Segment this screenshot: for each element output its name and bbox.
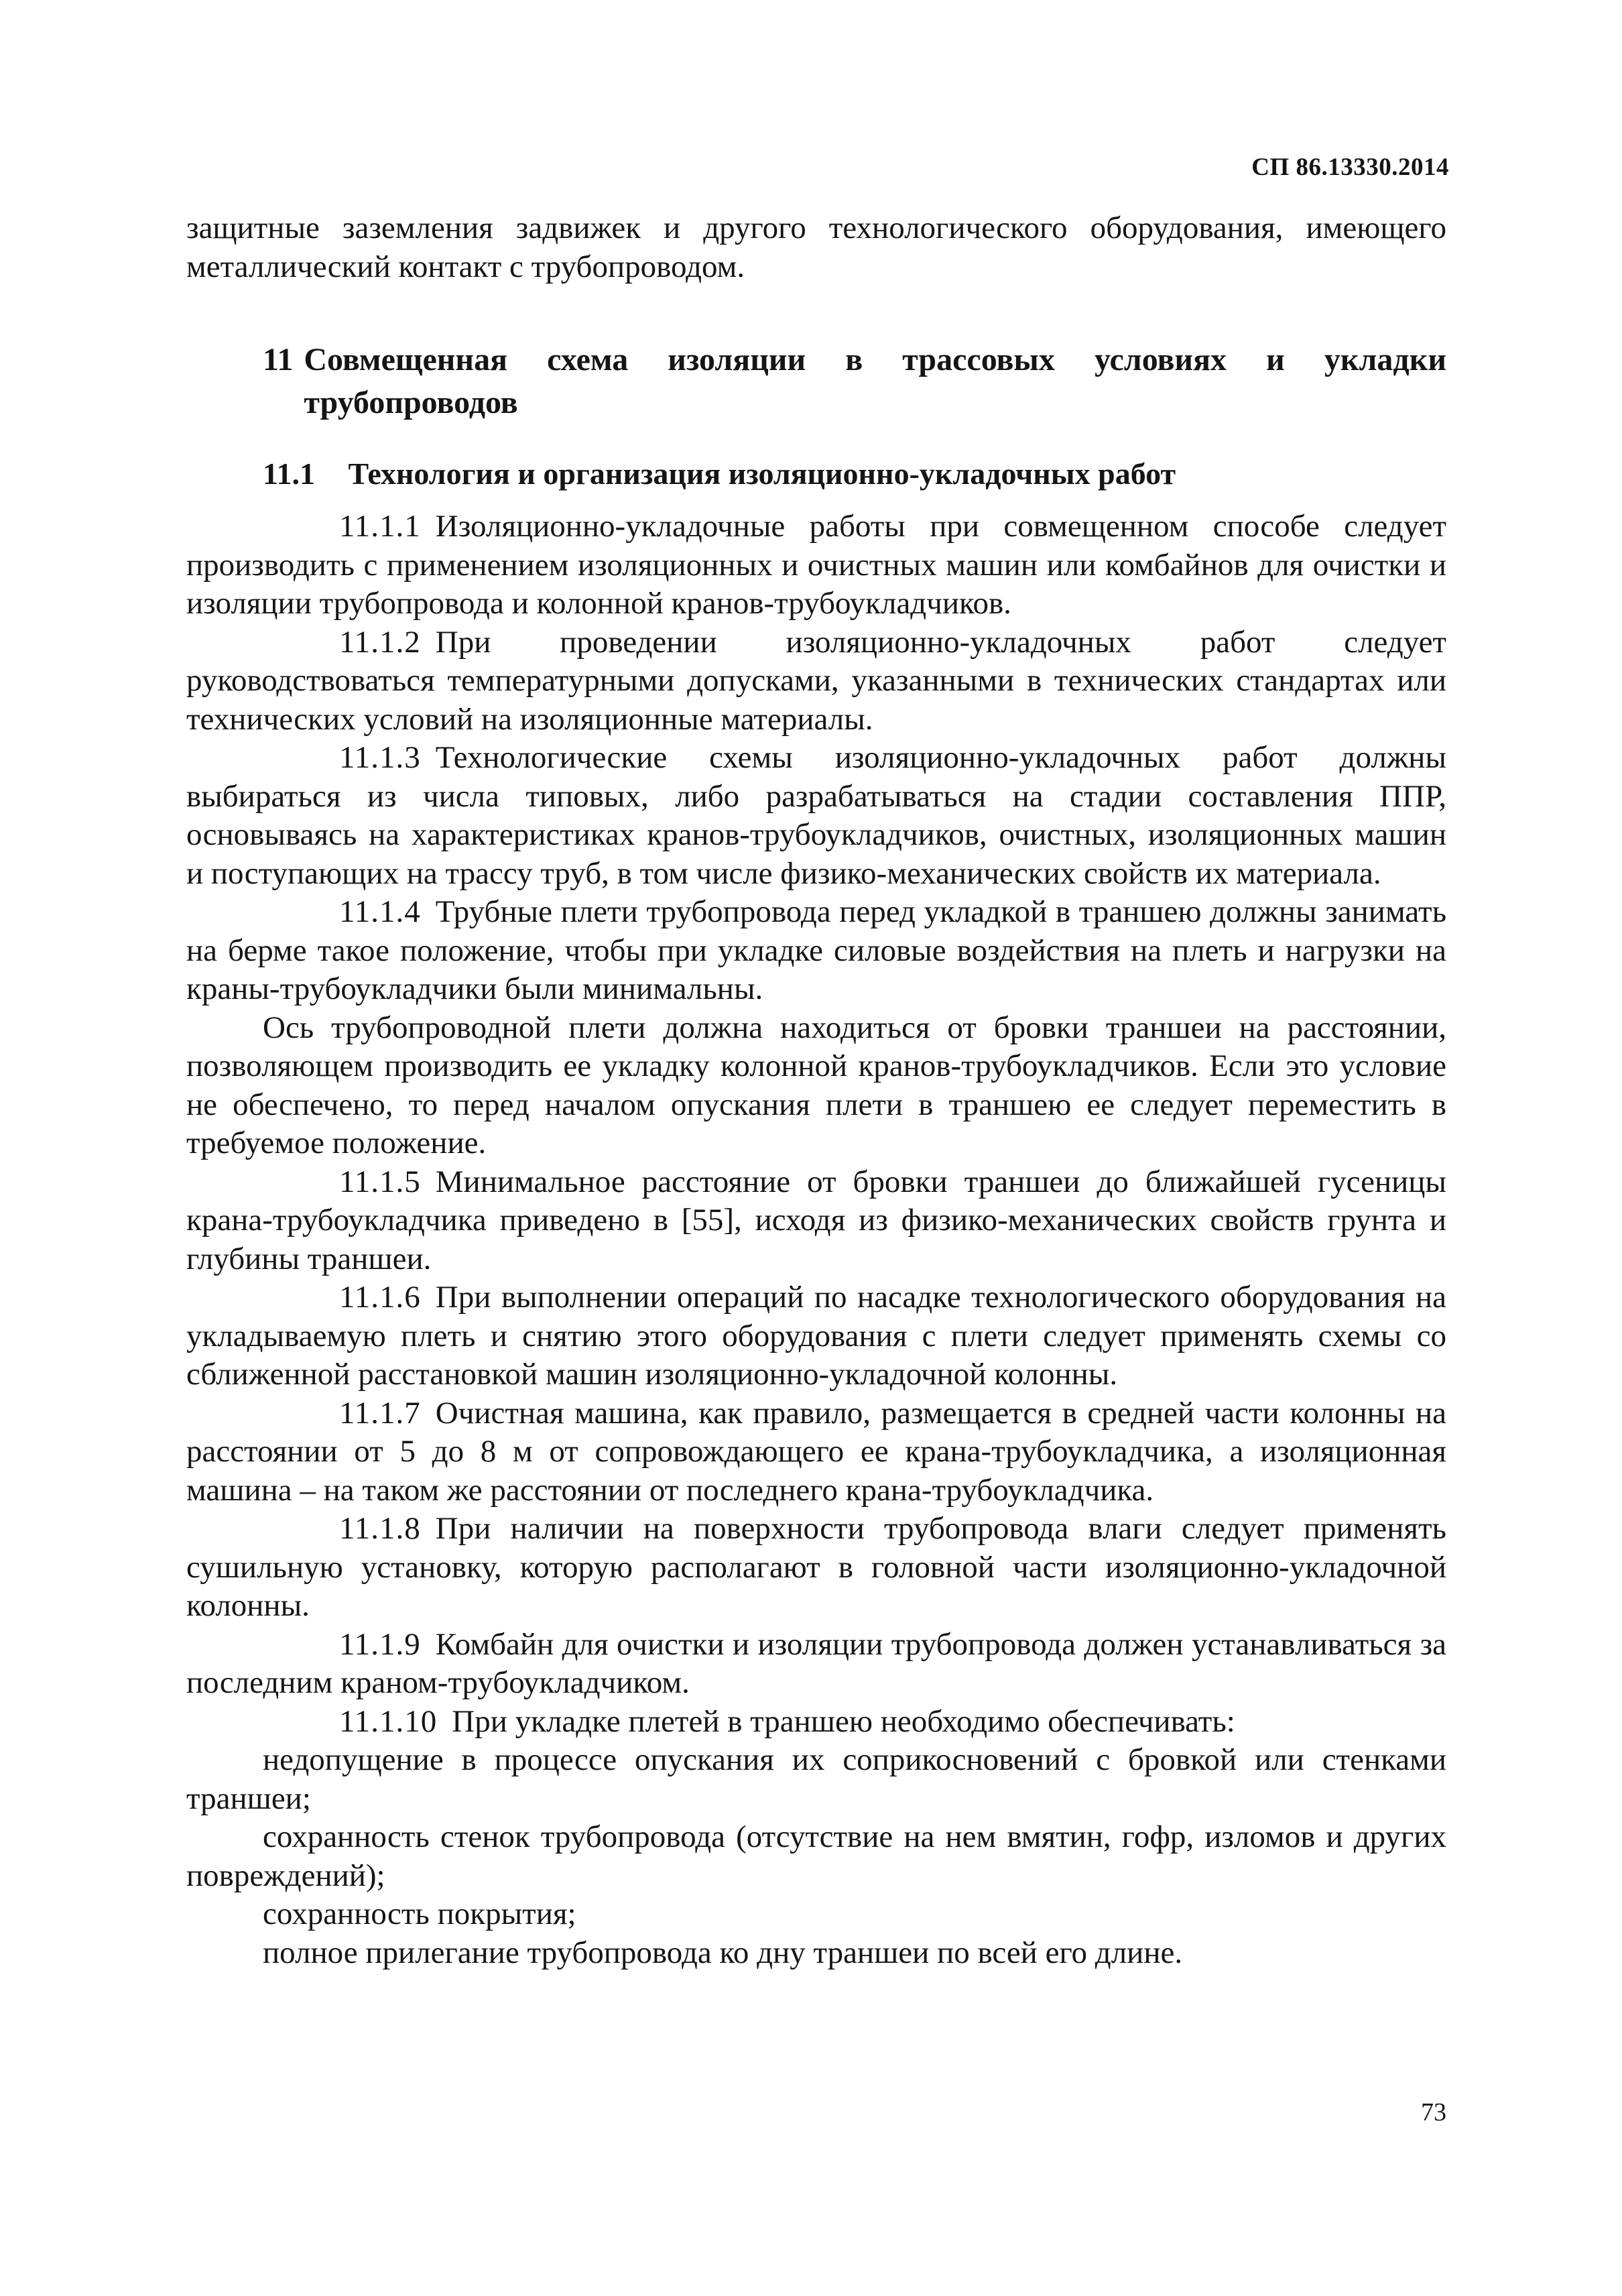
paragraph-text: При укладке плетей в траншею необходимо обеспечивать: bbox=[452, 1703, 1235, 1739]
paragraph-11-1-10 bbox=[186, 1703, 1446, 1742]
paragraph-text: Очистная машина, как правило, размещается в средней части колонны на расстоянии от 5 до 8 м от сопровождающего ее крана-трубоукладчика, а изоляционная машина – на таком же расстоянии от последнего крана-трубоукладчика. bbox=[186, 1395, 1446, 1508]
page-number: 73 bbox=[1421, 2098, 1446, 2126]
paragraph-number: 11.1.4 bbox=[339, 894, 421, 929]
paragraph-text: Комбайн для очистки и изоляции трубопровода должен устанавливаться за последним краном-трубоукладчиком. bbox=[186, 1626, 1446, 1700]
subsection-number: 11.1 bbox=[263, 457, 315, 491]
list-item-coating-integrity: сохранность покрытия; bbox=[263, 1896, 576, 1931]
section-title: Совмещенная схема изоляции в трассовых условиях и укладки трубопроводов bbox=[304, 342, 1446, 420]
paragraph-11-1-7 bbox=[186, 1394, 1446, 1510]
paragraph-11-1-8 bbox=[186, 1510, 1446, 1626]
paragraph-number: 11.1.9 bbox=[339, 1626, 421, 1662]
paragraph-axis-position: Ось трубопроводной плети должна находиться от бровки траншеи на расстоянии, позволяющем производить ее укладку колонной кранов-трубоукладчиков. Если это условие не обеспечено, то перед началом опускания плети в траншею ее следует переместить в требуемое положение. bbox=[186, 1010, 1446, 1160]
paragraph-number: 11.1.1 bbox=[339, 509, 421, 544]
paragraph-11-1-9 bbox=[186, 1626, 1446, 1703]
paragraph-number: 11.1.2 bbox=[339, 624, 421, 660]
paragraph-text: При наличии на поверхности трубопровода влаги следует применять сушильную установку, которую располагают в головной части изоляционно-укладочной колонны. bbox=[186, 1511, 1446, 1623]
paragraph-11-1-6 bbox=[186, 1278, 1446, 1394]
page-content bbox=[186, 209, 1446, 1972]
intro-paragraph: защитные заземления задвижек и другого технологического оборудования, имеющего металлический контакт с трубопроводом. bbox=[186, 210, 1446, 284]
list-item-no-contact: недопущение в процессе опускания их соприкосновений с бровкой или стенками траншеи; bbox=[186, 1742, 1446, 1816]
paragraph-text: Технологические схемы изоляционно-укладочных работ должны выбираться из числа типовых, либо разрабатываться на стадии составления ППР, основываясь на характеристиках кранов-трубоукладчиков, очистных, изоляционных машин и поступающих на трассу труб, в том числе физико-механических свойств их материала. bbox=[186, 740, 1446, 891]
section-heading bbox=[186, 339, 1446, 424]
paragraph-text: Изоляционно-укладочные работы при совмещенном способе следует производить с применением изоляционных и очистных машин или комбайнов для очистки и изоляции трубопровода и колонной кранов-трубоукладчиков. bbox=[186, 509, 1446, 621]
paragraph-text: При проведении изоляционно-укладочных работ следует руководствоваться температурными допусками, указанными в технических стандартах или технических условий на изоляционные материалы. bbox=[186, 624, 1446, 737]
paragraph-number: 11.1.5 bbox=[339, 1164, 421, 1199]
paragraph-text: Трубные плети трубопровода перед укладкой в траншею должны занимать на берме такое положение, чтобы при укладке силовые воздействия на плеть и нагрузки на краны-трубоукладчики были минимальны. bbox=[186, 894, 1446, 1006]
paragraph-number: 11.1.3 bbox=[339, 740, 421, 775]
paragraph-number: 11.1.8 bbox=[339, 1511, 421, 1546]
paragraph-11-1-5 bbox=[186, 1163, 1446, 1279]
paragraph-text: Минимальное расстояние от бровки траншеи до ближайшей гусеницы крана-трубоукладчика приведено в [55], исходя из физико-механических свойств грунта и глубины траншеи. bbox=[186, 1164, 1446, 1276]
paragraph-number: 11.1.6 bbox=[339, 1280, 421, 1315]
paragraph-11-1-3 bbox=[186, 739, 1446, 893]
subsection-heading bbox=[186, 454, 1446, 494]
section-number: 11 bbox=[263, 342, 294, 377]
paragraph-text: При выполнении операций по насадке технологического оборудования на укладываемую плеть и снятию этого оборудования с плети следует применять схемы со сближенной расстановкой машин изоляционно-укладочной колонны. bbox=[186, 1280, 1446, 1392]
paragraph-11-1-4 bbox=[186, 893, 1446, 1009]
list-item-full-contact: полное прилегание трубопровода ко дну траншеи по всей его длине. bbox=[263, 1935, 1183, 1970]
subsection-title: Технология и организация изоляционно-укладочных работ bbox=[348, 457, 1176, 491]
document-code: СП 86.13330.2014 bbox=[1251, 154, 1449, 181]
list-item-wall-integrity: сохранность стенок трубопровода (отсутствие на нем вмятин, гофр, изломов и других повреждений); bbox=[186, 1819, 1446, 1893]
paragraph-11-1-1 bbox=[186, 507, 1446, 623]
paragraph-11-1-2 bbox=[186, 623, 1446, 739]
paragraph-number: 11.1.10 bbox=[339, 1703, 438, 1739]
paragraph-number: 11.1.7 bbox=[339, 1395, 421, 1431]
